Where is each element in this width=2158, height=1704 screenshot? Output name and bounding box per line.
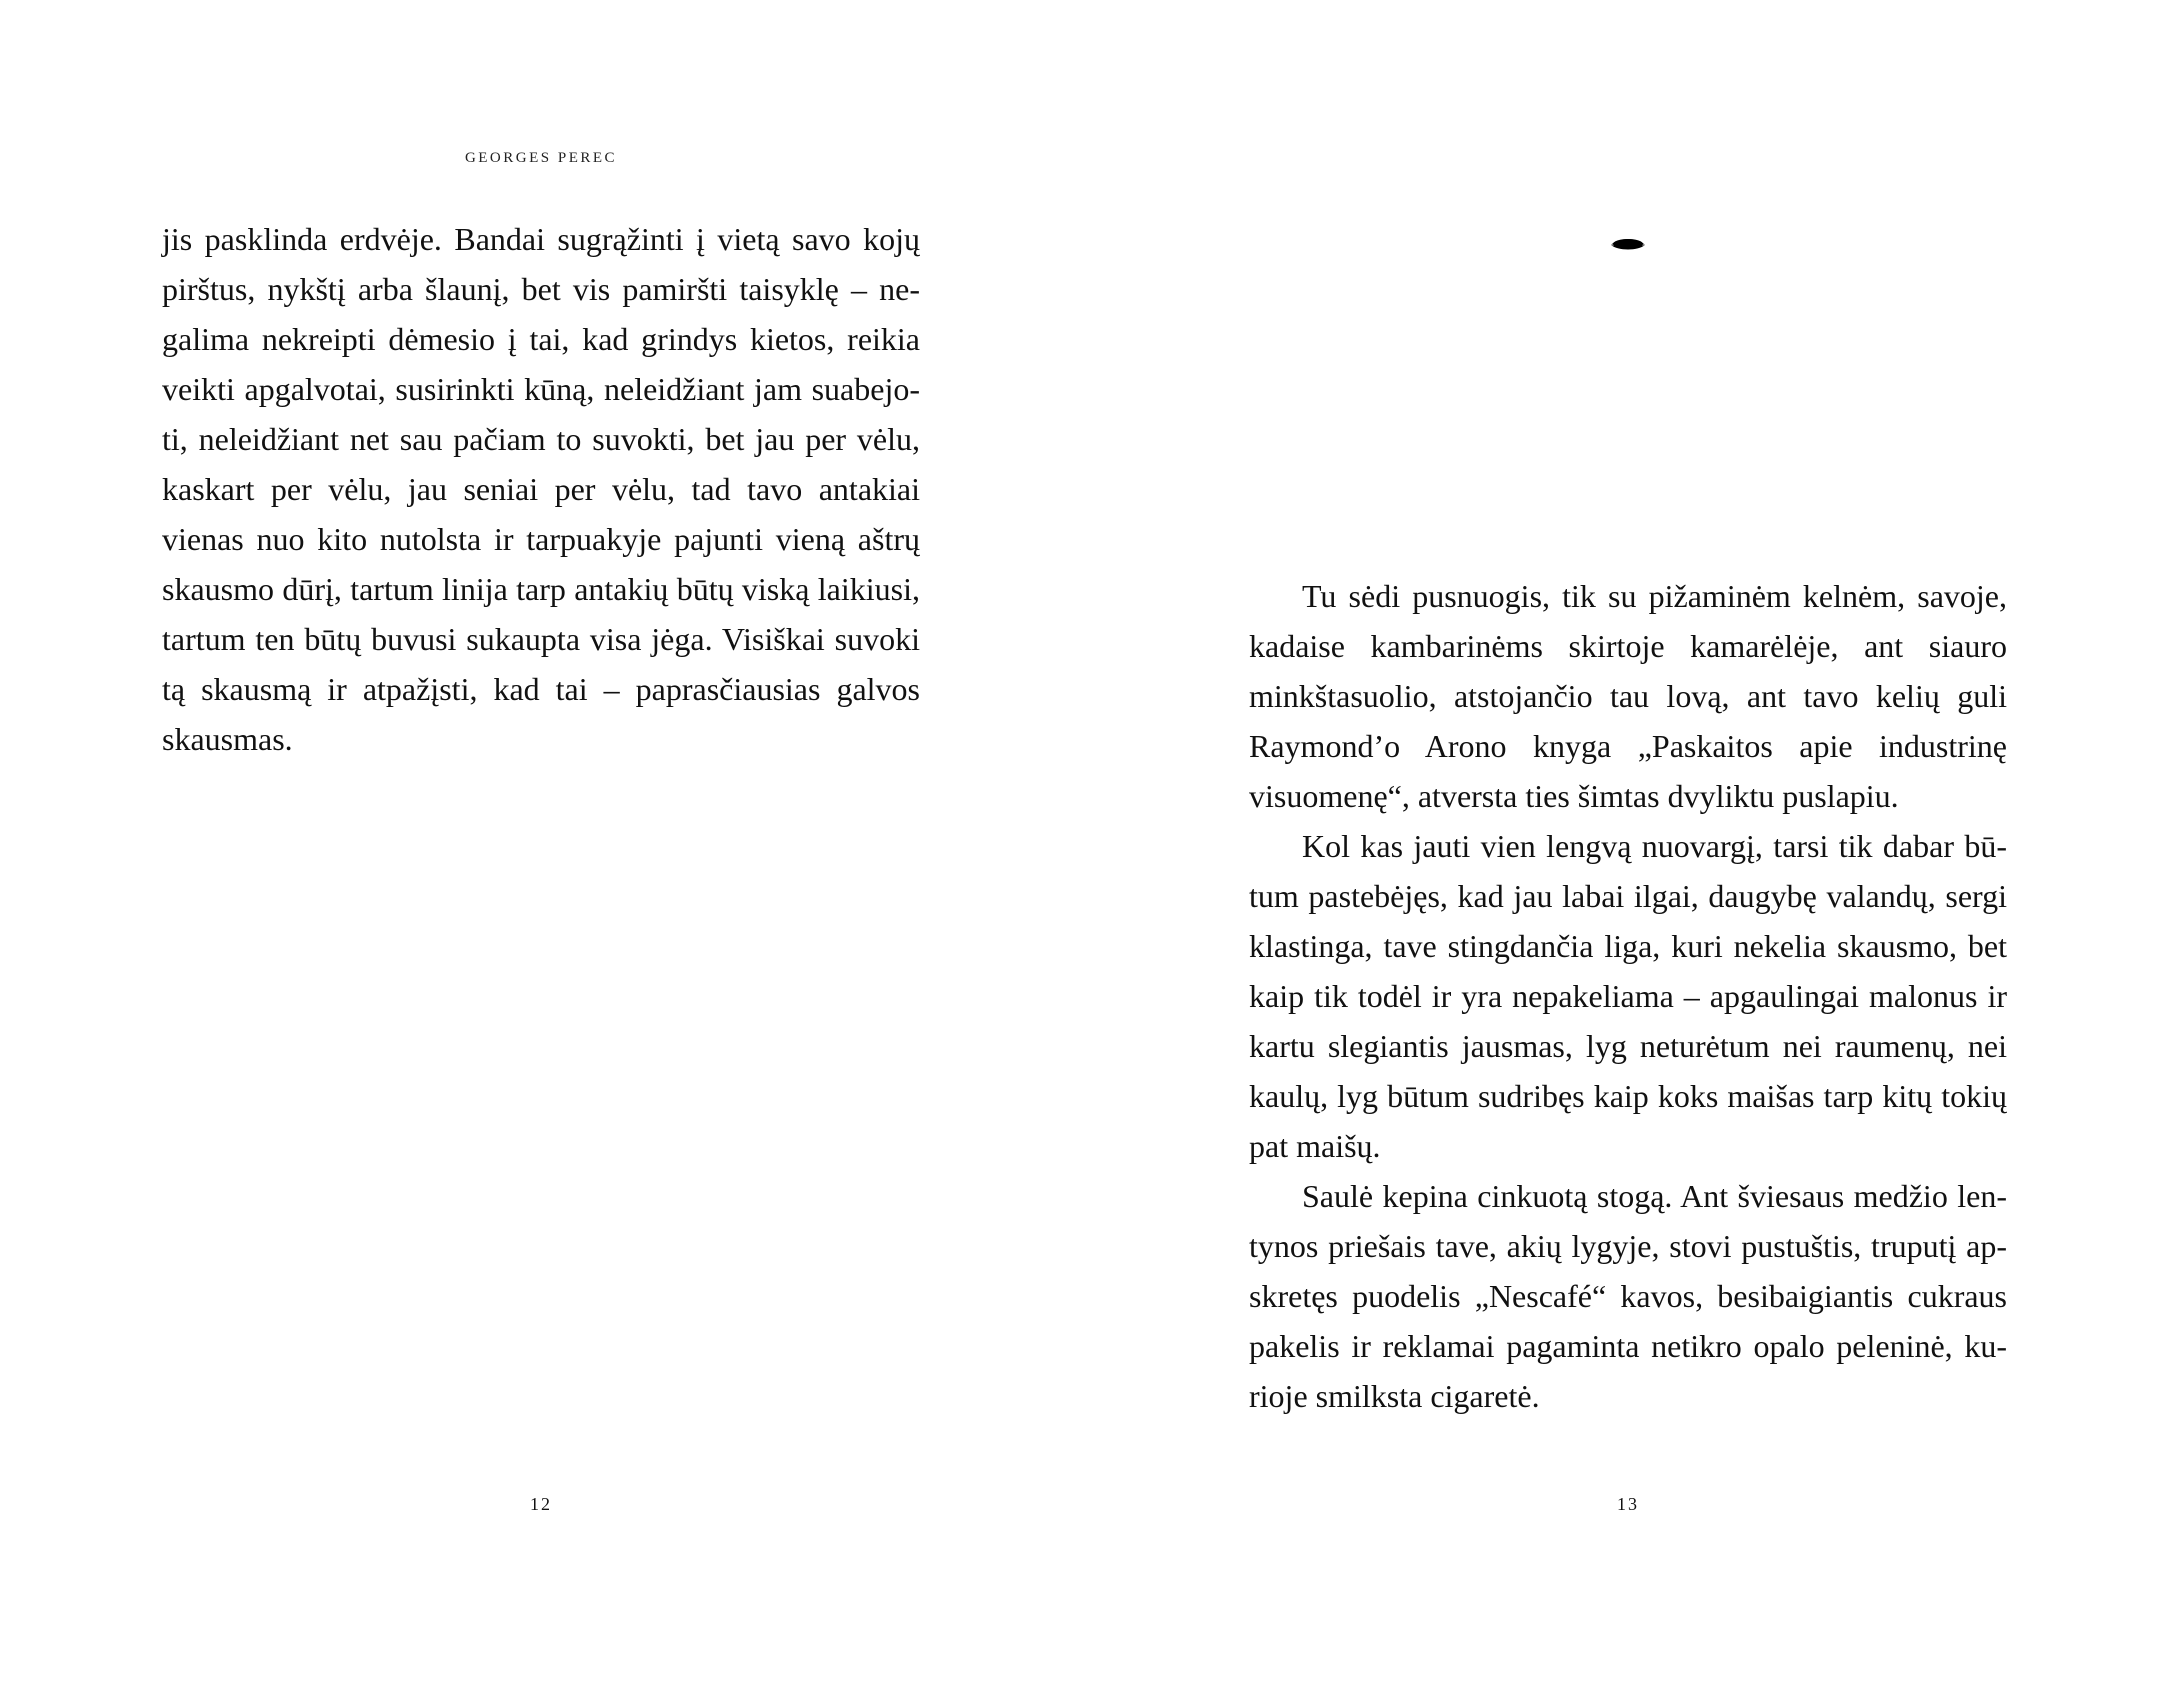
left-paragraph-1: jis pasklinda erdvėje. Bandai sugrąžinti į vietą savo kojų pirštus, nykštį arba šlaunį, bet vis pamiršti taisyklę – negalima nekreipti dėmesio į tai, kad grindys kietos, reikia veikti apgalvotai, susirinkti kūną, neleidžiant jam suabejoti, neleidžiant net sau pačiam to suvokti, bet jau per vėlu, kaskart per vėlu, jau seniai per vėlu, tad tavo antakiai vienas nuo kito nutolsta ir tarpuakyje pajunti vieną aštrų skausmo dūrį, tartum linija tarp antakių būtų viską laikiusi, tartum ten būtų buvusi sukaupta visa jėga. Visiškai suvoki tą skausmą ir atpažįsti, kad tai – paprasčiausias galvos skausmas. xyxy=(162,221,920,757)
right-paragraph-3: Saulė kepina cinkuotą stogą. Ant šviesaus medžio lentynos priešais tave, akių lygyje, stovi pustuštis, truputį apskretęs puodelis „Nescafé“ kavos, besibaigiantis cukraus pakelis ir reklamai pagaminta netikro opalo peleninė, kurioje smilksta cigaretė. xyxy=(1249,1178,2007,1414)
leaf-ornament-icon xyxy=(1610,237,1646,251)
running-head-author: GEORGES PEREC xyxy=(464,150,618,166)
left-page-text xyxy=(162,214,920,764)
right-paragraph-2: Kol kas jauti vien lengvą nuovargį, tarsi tik dabar būtum pastebėjęs, kad jau labai ilgai, daugybę valandų, sergi klastinga, tave stingdančia liga, kuri nekelia skausmo, bet kaip tik todėl ir yra nepakeliama – apgaulingai malonus ir kartu slegiantis jausmas, lyg neturėtum nei raumenų, nei kaulų, lyg būtum sudribęs kaip koks maišas tarp kitų tokių pat maišų. xyxy=(1249,828,2007,1164)
right-paragraph-1: Tu sėdi pusnuogis, tik su pižaminėm kelnėm, savoje, kadaise kambarinėms skirtoje kamarėlėje, ant siauro minkštasuolio, atstojančio tau lovą, ant tavo kelių guli Raymond’o Arono knyga „Paskaitos apie industrinę visuomenę“, atversta ties šimtas dvyliktu puslapiu. xyxy=(1249,578,2007,814)
page-number-left: 12 xyxy=(530,1494,552,1514)
page-number-right: 13 xyxy=(1617,1494,1639,1514)
right-page-text xyxy=(1249,571,2007,1421)
right-page xyxy=(1079,0,2158,1704)
